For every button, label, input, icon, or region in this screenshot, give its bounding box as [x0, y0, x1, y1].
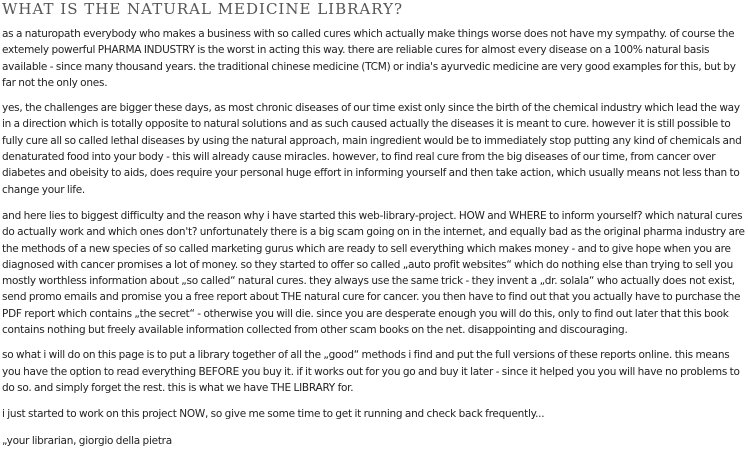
paragraph-status: i just started to work on this project NOW, so give me some time to get it running and check back frequently...	[2, 408, 545, 421]
paragraph-challenges: yes, the challenges are bigger these days, as most chronic diseases of our time exist only since the birth of the chemical industry which lead the way in a direction which is totally opposite to natural solutions and as such caused actually the diseases it is meant to cure. however it is still possible to fully cure all so called lethal diseases by using the natural approach, main ingredient would be to immediately stop putting any kind of chemicals and denaturated food into your body - this will already cause miracles. however, to find real cure from the big diseases of our time, from cancer over diabetes and obeisity to aids, does require your personal huge effort in informing yourself and then take action, which usually means not less than to change your life.	[2, 102, 742, 196]
page-title: WHAT IS THE NATURAL MEDICINE LIBRARY?	[2, 0, 404, 18]
paragraph-difficulty: and here lies to biggest difficulty and the reason why i have started this web-library-project. HOW and WHERE to inform yourself? which natural cures do actually work and which ones don't? unfortunately there is a big scam going on in the internet, and equally bad as the original pharma industry are the methods of a new species of so called marketing gurus which are ready to sell everything which makes money - and to give hope when you are diagnosed with cancer promises a lot of money. so they started to offer so called „auto profit websites“ which do nothing else than trying to sell you mostly worthless information about „so called“ natural cures. they always use the same trick - they invent a „dr. solala“ who actually does not exist, send promo emails and promise you a free report about THE natural cure for cancer. you then have to find out that you actually have to purchase the PDF report which contains „the secret“ - otherwise you will die. since you are desperate enough you will do this, only to find out later that this book contains nothing but freely available information collected from other scam books on the net. disappointing and discouraging.	[2, 209, 745, 337]
paragraph-intro: as a naturopath everybody who makes a business with so called cures which actually make things worse does not have my sympathy. of course the extemely powerful PHARMA INDUSTRY is the worst in acting this way. there are reliable cures for almost every disease on a 100% natural basis available - since many thousand years. the traditional chinese medicine (TCM) or india's ayurvedic medicine are very good examples for this, but by far not the only ones.	[2, 28, 736, 89]
paragraph-library-plan: so what i will do on this page is to put a library together of all the „good“ methods i find and put the full versions of these reports online. this means you have the option to read everything BEFORE you buy it. if it works out for you go and buy it later - since it helped you you will have no problems to do so. and simply forget the rest. this is what we have THE LIBRARY for.	[2, 349, 740, 394]
signature-line: „your librarian, giorgio della pietra	[2, 434, 172, 447]
article	[2, 0, 747, 449]
